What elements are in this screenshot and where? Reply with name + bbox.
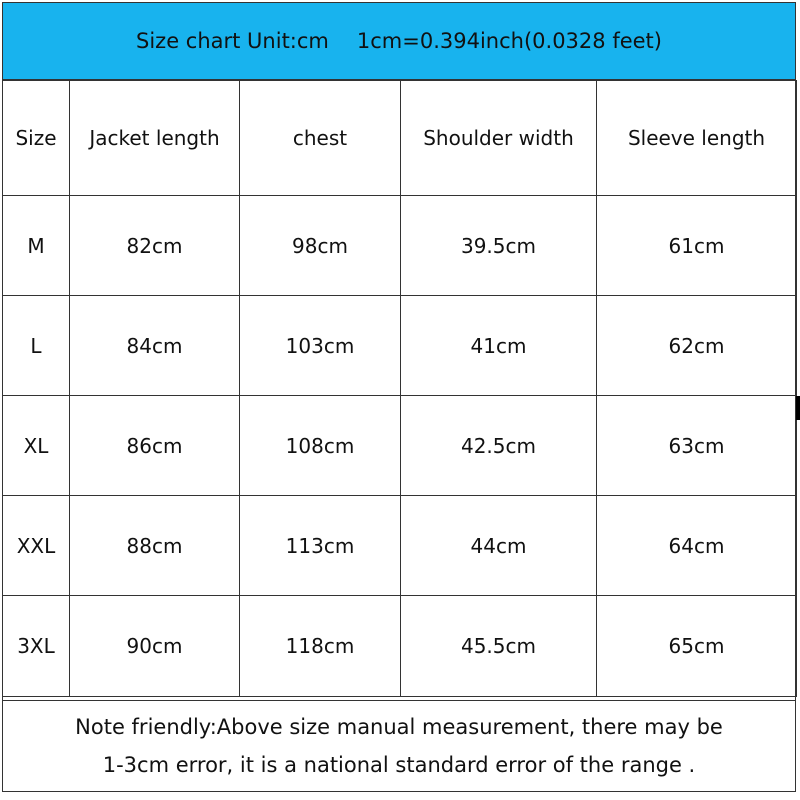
cell-size: M [3,196,70,296]
measurement-note [2,700,796,792]
table-header-row [3,81,797,196]
header-jacket-length: Jacket length [70,81,240,196]
table-row [3,396,797,496]
cell-shoulder-width: 39.5cm [401,196,597,296]
table-row [3,596,797,697]
cell-shoulder-width: 44cm [401,496,597,596]
cell-size: 3XL [3,596,70,697]
cell-sleeve-length: 62cm [597,296,797,396]
header-size: Size [3,81,70,196]
cell-sleeve-length: 65cm [597,596,797,697]
cell-jacket-length: 82cm [70,196,240,296]
cell-shoulder-width: 41cm [401,296,597,396]
cell-sleeve-length: 64cm [597,496,797,596]
cell-size: XXL [3,496,70,596]
header-shoulder-width: Shoulder width [401,81,597,196]
cell-jacket-length: 86cm [70,396,240,496]
header-sleeve-length: Sleeve length [597,81,797,196]
cell-chest: 108cm [240,396,401,496]
cell-jacket-length: 88cm [70,496,240,596]
note-line-2: 1-3cm error, it is a national standard error of the range . [102,753,696,777]
cell-chest: 98cm [240,196,401,296]
cell-jacket-length: 90cm [70,596,240,697]
cell-size: L [3,296,70,396]
banner-unit-label: Size chart Unit:cm [136,29,329,53]
cell-sleeve-length: 63cm [597,396,797,496]
cell-chest: 113cm [240,496,401,596]
cell-sleeve-length: 61cm [597,196,797,296]
cell-shoulder-width: 42.5cm [401,396,597,496]
table-row [3,296,797,396]
cell-chest: 103cm [240,296,401,396]
table-row [3,496,797,596]
banner-conversion: 1cm=0.394inch(0.0328 feet) [356,29,662,53]
header-chest: chest [240,81,401,196]
table-row [3,196,797,296]
cell-shoulder-width: 45.5cm [401,596,597,697]
cell-size: XL [3,396,70,496]
size-chart-banner [2,2,796,80]
note-line-1: Note friendly:Above size manual measurement, there may be [75,715,723,739]
size-table [2,80,797,697]
edge-mark [796,396,800,420]
cell-jacket-length: 84cm [70,296,240,396]
cell-chest: 118cm [240,596,401,697]
